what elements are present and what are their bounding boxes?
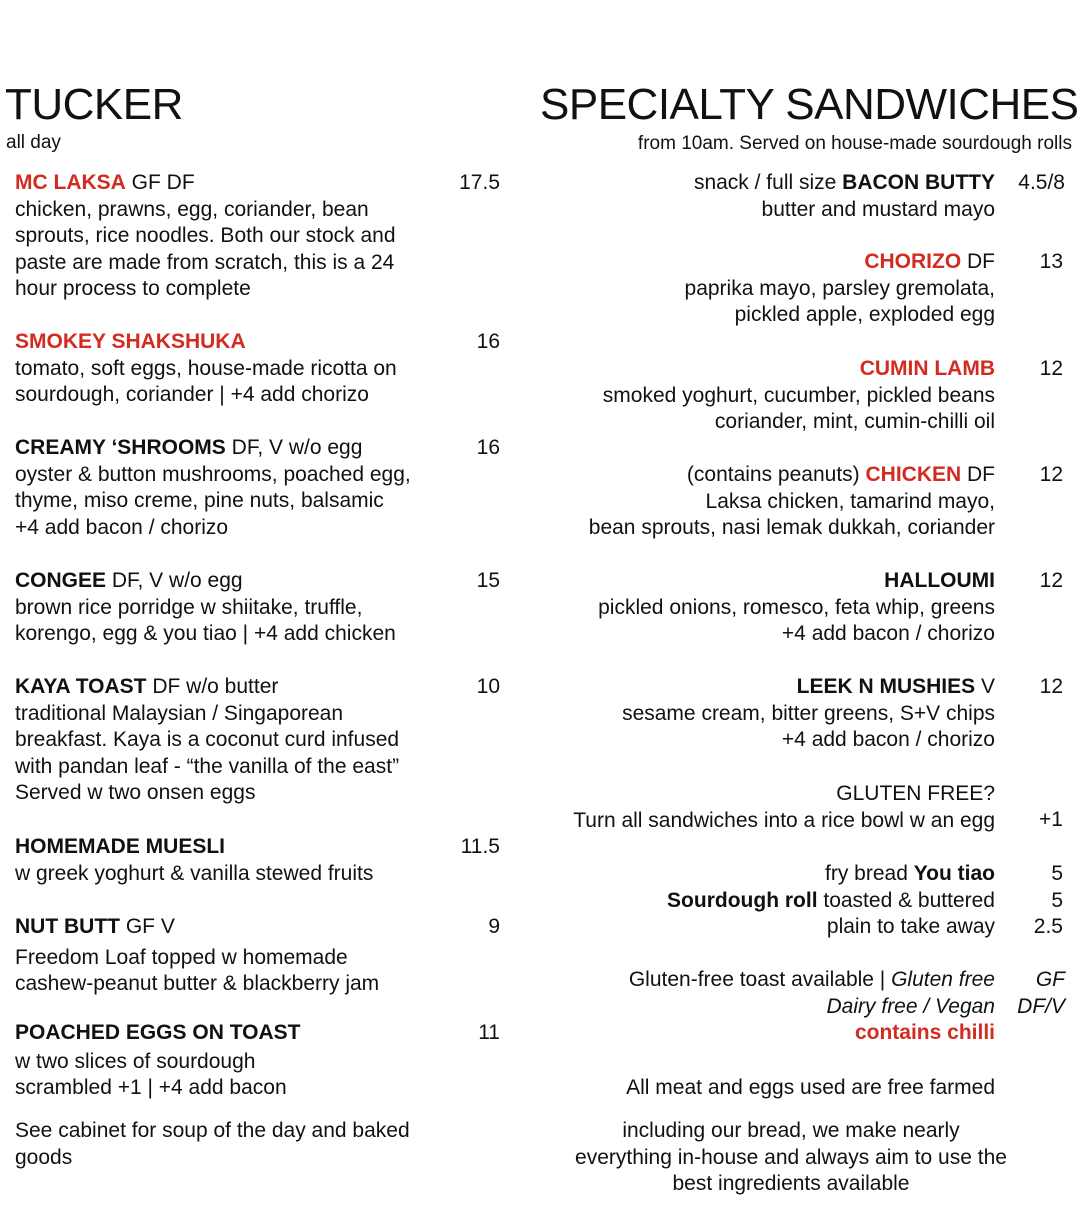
gluten-free-price: +1 — [1039, 808, 1063, 831]
item-desc: pickled apple, exploded egg — [734, 303, 995, 326]
item-name: HOMEMADE MUESLI — [15, 835, 225, 858]
item-desc: paprika mayo, parsley gremolata, — [684, 276, 995, 300]
gluten-free-note: GLUTEN FREE? Turn all sandwiches into a rice bowl w an egg — [573, 782, 995, 832]
chilli-legend: contains chilli — [854, 1021, 995, 1044]
item-desc: coriander, mint, cumin-chilli oil — [714, 410, 995, 433]
item-desc: scrambled +1 | +4 add bacon — [15, 1076, 287, 1099]
menu-item-leek-n-mushies — [520, 674, 995, 754]
dietary-legend: Gluten-free toast available | Gluten free Dairy free / Vegan contains chilli — [520, 967, 995, 1047]
item-price: 16 — [476, 436, 500, 459]
item-desc: Freedom Loaf topped w homemade — [15, 945, 348, 969]
item-desc: butter and mustard mayo — [761, 197, 995, 221]
menu-item-poached-eggs — [15, 1020, 445, 1102]
item-price: 5 — [1051, 862, 1063, 885]
item-desc: traditional Malaysian / Singaporean — [15, 701, 344, 725]
item-desc: +4 add bacon / chorizo — [15, 515, 229, 539]
item-price: 10 — [476, 675, 500, 698]
item-tags: V — [975, 675, 995, 698]
item-price: 9 — [488, 915, 500, 938]
item-desc: breakfast. Kaya is a coconut curd infused — [15, 728, 400, 751]
menu-item-kaya-toast — [15, 674, 445, 807]
item-price: 2.5 — [1033, 915, 1063, 938]
item-desc: Served w two onsen eggs — [15, 781, 256, 804]
menu-item-congee — [15, 568, 445, 648]
item-name: POACHED EGGS ON TOAST — [15, 1021, 301, 1044]
section-subtitle-tucker: all day — [6, 132, 61, 153]
item-name: MC LAKSA — [15, 171, 126, 194]
item-desc: Laksa chicken, tamarind mayo, — [705, 489, 995, 513]
item-price: 12 — [1039, 569, 1063, 592]
item-name: KAYA TOAST — [15, 675, 147, 698]
menu-item-creamy-shrooms — [15, 435, 445, 541]
item-desc: cashew-peanut butter & blackberry jam — [15, 972, 380, 995]
menu-item-chorizo — [520, 249, 995, 329]
item-desc: pickled onions, romesco, feta whip, greens — [598, 595, 995, 619]
side-item-you-tiao: fry bread You tiao — [825, 862, 995, 885]
gf-code: GF — [1035, 968, 1065, 991]
item-desc: sourdough, coriander | +4 add chorizo — [15, 383, 369, 406]
item-tags: GF DF — [125, 171, 195, 194]
item-price: 4.5/8 — [1018, 171, 1065, 194]
item-tags: DF, V w/o egg — [106, 569, 243, 592]
sides-list — [520, 861, 995, 941]
item-desc: hour process to complete — [15, 277, 251, 300]
side-item-plain: plain to take away — [826, 915, 995, 938]
item-desc: w two slices of sourdough — [15, 1049, 256, 1073]
item-desc: bean sprouts, nasi lemak dukkah, coriander — [588, 516, 995, 539]
item-desc: korengo, egg & you tiao | +4 add chicken — [15, 622, 396, 645]
item-desc: thyme, miso creme, pine nuts, balsamic — [15, 489, 384, 512]
item-name: NUT BUTT — [15, 915, 120, 938]
item-price: 16 — [476, 330, 500, 353]
item-desc: smoked yoghurt, cucumber, pickled beans — [602, 383, 995, 407]
legend-codes — [1000, 967, 1065, 1020]
left-footer-note: See cabinet for soup of the day and baked goods — [15, 1119, 410, 1169]
item-tags: DF — [961, 463, 995, 486]
item-desc: sesame cream, bitter greens, S+V chips — [622, 701, 995, 725]
item-name: HALLOUMI — [884, 569, 995, 592]
sides-prices — [1000, 861, 1063, 941]
item-name: SMOKEY SHAKSHUKA — [15, 330, 246, 353]
item-desc: paste are made from scratch, this is a 24 — [15, 250, 395, 274]
item-tags: DF, V w/o egg — [225, 436, 363, 459]
item-desc: +4 add bacon / chorizo — [781, 728, 995, 751]
section-title-sandwiches: SPECIALTY SANDWICHES — [540, 80, 1079, 129]
item-name: CUMIN LAMB — [859, 357, 995, 380]
side-item-sourdough-roll: Sourdough roll toasted & buttered — [667, 888, 995, 912]
menu-item-smokey-shakshuka — [15, 329, 435, 409]
item-desc: w greek yoghurt & vanilla stewed fruits — [15, 861, 374, 885]
item-price: 13 — [1039, 250, 1063, 273]
item-price: 15 — [476, 569, 500, 592]
section-title-tucker: TUCKER — [5, 80, 183, 129]
dfv-code: DF/V — [1017, 994, 1065, 1018]
section-subtitle-sandwiches: from 10am. Served on house-made sourdough rolls — [637, 133, 1072, 154]
item-name: CONGEE — [15, 569, 107, 592]
item-name: LEEK N MUSHIES — [796, 675, 976, 698]
item-desc: +4 add bacon / chorizo — [781, 622, 995, 645]
item-name: CREAMY ‘SHROOMS — [15, 436, 226, 459]
menu-item-halloumi — [520, 568, 995, 648]
item-name: CHICKEN — [865, 463, 962, 486]
menu-item-mc-laksa — [15, 170, 435, 303]
item-desc: with pandan leaf - “the vanilla of the east” — [15, 754, 400, 778]
item-name: BACON BUTTY — [842, 171, 995, 194]
item-desc: oyster & button mushrooms, poached egg, — [15, 462, 411, 486]
item-price: 12 — [1039, 357, 1063, 380]
item-desc: chicken, prawns, egg, coriander, bean — [15, 197, 369, 221]
menu-item-nut-butt — [15, 914, 445, 998]
item-price: 11 — [478, 1021, 500, 1044]
item-price: 12 — [1039, 463, 1063, 486]
item-price: 5 — [1051, 888, 1063, 912]
item-desc: tomato, soft eggs, house-made ricotta on — [15, 356, 397, 380]
item-tags: DF w/o butter — [146, 675, 279, 698]
item-desc: brown rice porridge w shiitake, truffle, — [15, 595, 363, 619]
item-tags: GF V — [119, 915, 175, 938]
item-price: 12 — [1039, 675, 1063, 698]
item-price: 11.5 — [460, 835, 500, 858]
menu-item-homemade-muesli — [15, 834, 445, 887]
menu-item-bacon-butty: snack / full size BACON BUTTY butter and mustard mayo — [520, 170, 995, 223]
item-price: 17.5 — [459, 171, 500, 194]
item-tags: DF — [961, 250, 995, 273]
item-desc: sprouts, rice noodles. Both our stock and — [15, 224, 396, 247]
menu-item-cumin-lamb — [520, 356, 995, 436]
free-farmed-note: All meat and eggs used are free farmed — [626, 1076, 995, 1099]
item-name: CHORIZO — [864, 250, 962, 273]
menu-item-chicken: (contains peanuts) CHICKEN DF Laksa chicken, tamarind mayo, bean sprouts, nasi lemak dukkah, coriander — [520, 462, 995, 542]
in-house-note: including our bread, we make nearly everything in-house and always aim to use the best ingredients available — [575, 1119, 1007, 1195]
